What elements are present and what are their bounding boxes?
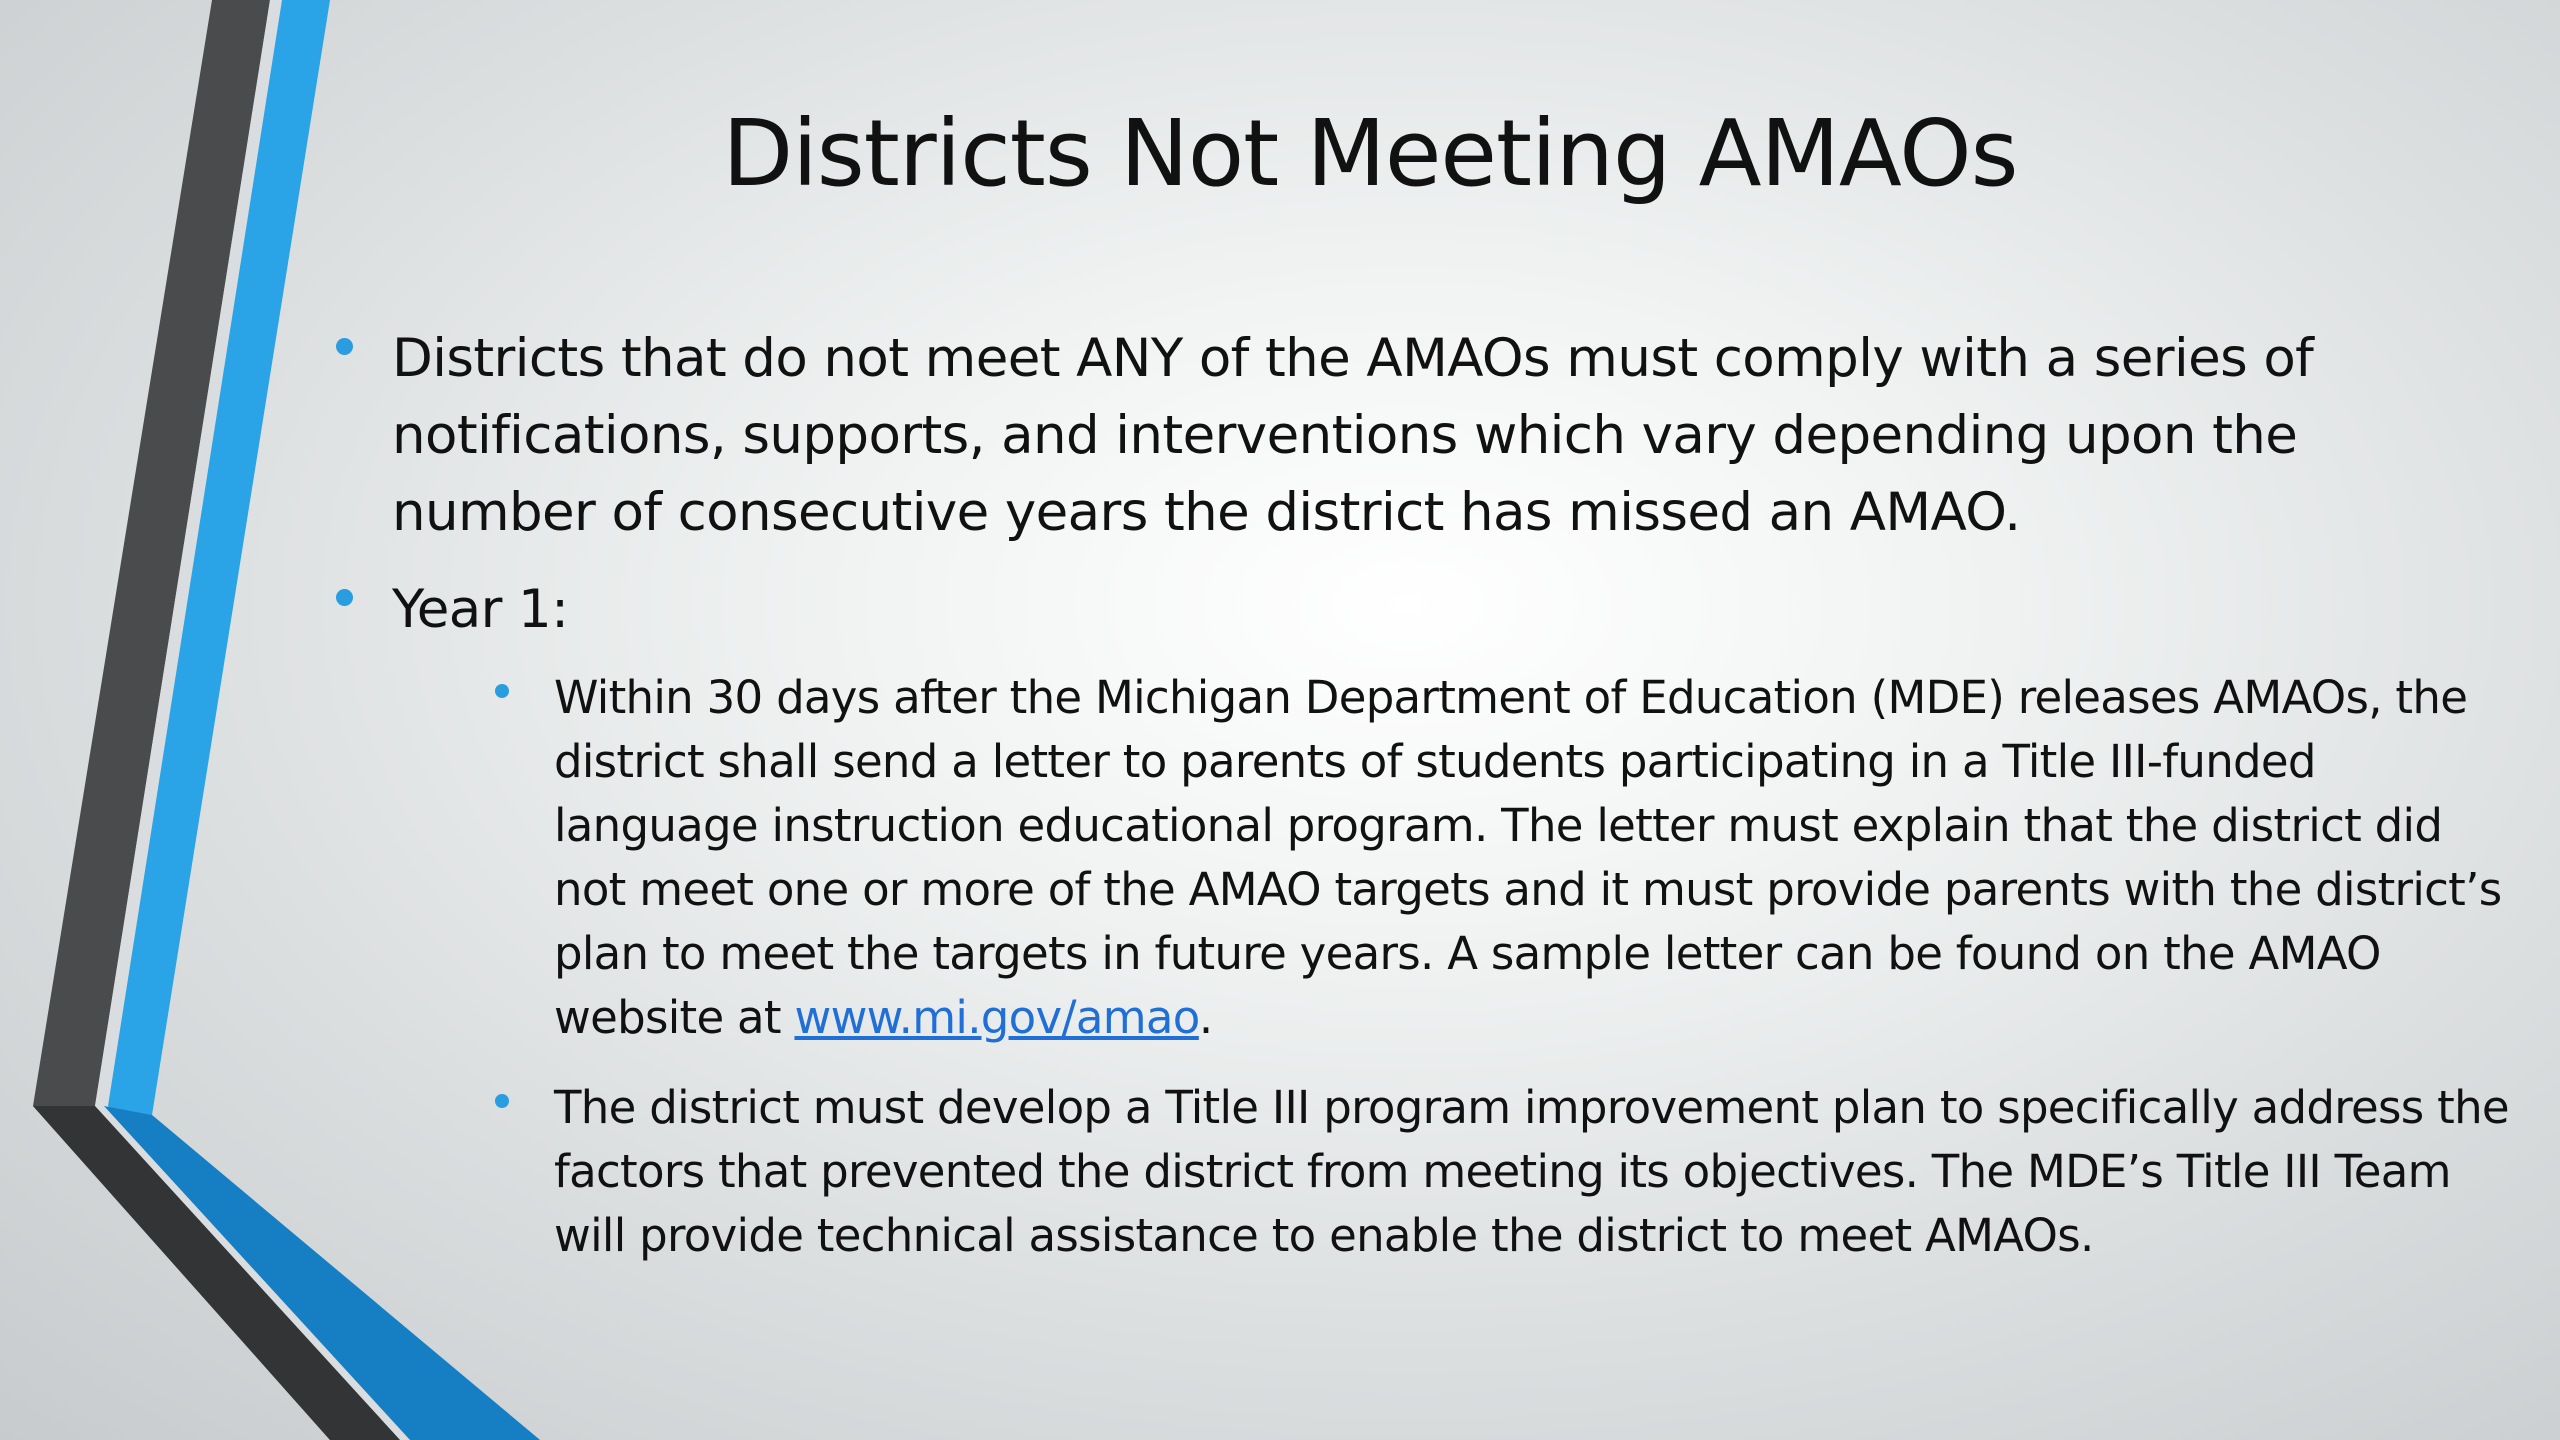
bullet-item <box>330 571 2510 1268</box>
bullet-item <box>330 320 2510 551</box>
bullet-text: Districts that do not meet ANY of the AMAOs must comply with a series of notifications, supports, and interventions which vary depending upon the number of consecutive years the district has missed an AMAO. <box>392 328 2314 543</box>
bullet-dot-icon <box>495 1094 509 1108</box>
bullet-text: Year 1: <box>392 579 569 640</box>
sub-bullet-item <box>489 1076 2510 1268</box>
slide-title: Districts Not Meeting AMAOs <box>722 100 2018 207</box>
sub-bullet-text: The district must develop a Title III program improvement plan to specifically address the factors that prevented the district from meeting its objectives. The MDE’s Title III Team will provide technical assistance to enable the district to meet AMAOs. <box>554 1081 2509 1262</box>
bullet-dot-icon <box>495 684 509 698</box>
sub-bullet-trailing: . <box>1198 991 1213 1044</box>
slide-content <box>330 320 2510 1294</box>
amao-website-link[interactable]: www.mi.gov/amao <box>794 991 1199 1044</box>
sub-bullet-text: Within 30 days after the Michigan Department of Education (MDE) releases AMAOs, the district shall send a letter to parents of students participating in a Title III-funded language instruction educational program. The letter must explain that the district did not meet one or more of the AMAO targets and it must provide parents with the district’s plan to meet the targets in future years. A sample letter can be found on the AMAO website at <box>554 671 2502 1044</box>
bullet-dot-icon <box>336 338 353 355</box>
sub-bullet-item <box>489 666 2510 1050</box>
bullet-dot-icon <box>336 589 353 606</box>
sub-bullet-list <box>489 666 2510 1268</box>
